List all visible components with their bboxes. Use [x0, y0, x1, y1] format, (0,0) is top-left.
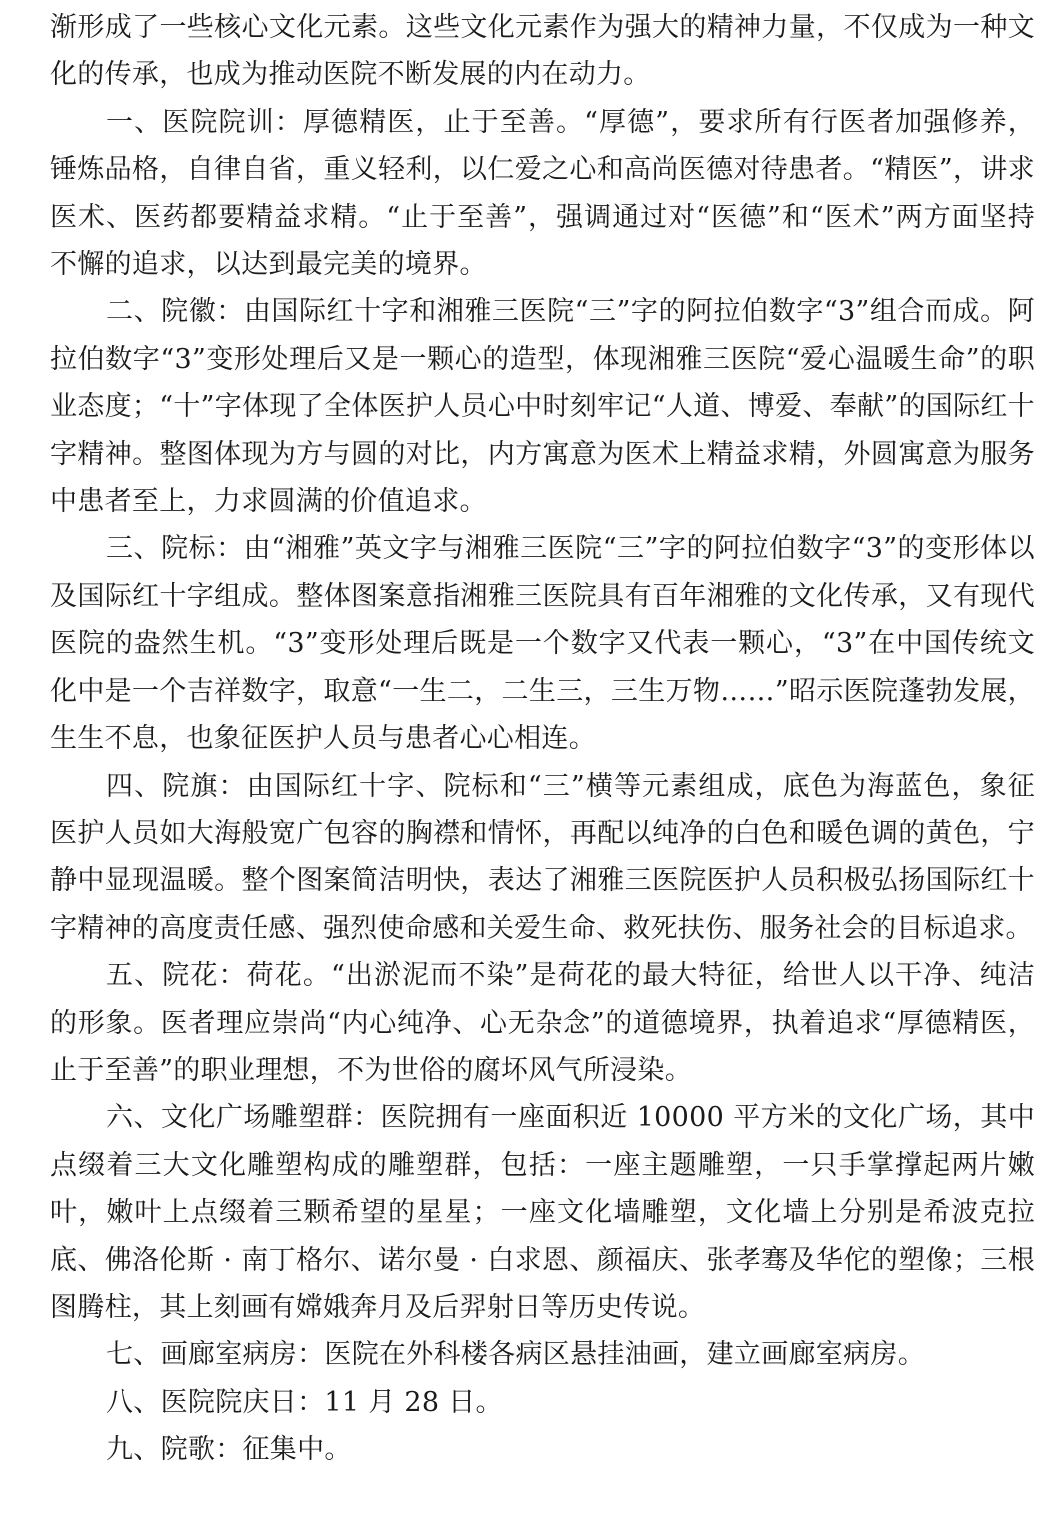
paragraph-hospital-logo: 三、院标：由“湘雅”英文字与湘雅三医院“三”字的阿拉伯数字“3”的变形体以及国际红十字组成。整体图案意指湘雅三医院具有百年湘雅的文化传承，又有现代医院的盎然生机。“3”变形处理后既是一个数字又代表一颗心，“3”在中国传统文化中是一个吉祥数字，取意“一生二，二生三，三生万物……”昭示医院蓬勃发展，生生不息，也象征医护人员与患者心心相连。 — [50, 533, 1035, 755]
paragraph-sculpture-group: 六、文化广场雕塑群：医院拥有一座面积近 10000 平方米的文化广场，其中点缀着三大文化雕塑构成的雕塑群，包括：一座主题雕塑，一只手掌撑起两片嫩叶，嫩叶上点缀着三颗希望的星星；一座文化墙雕塑，文化墙上分别是希波克拉底、佛洛伦斯 · 南丁格尔、诺尔曼 · 白求恩、颜福庆、张孝骞及华佗的塑像；三根图腾柱，其上刻画有嫦娥奔月及后羿射日等历史传说。 — [50, 1102, 1035, 1323]
paragraph-hospital-flag: 四、院旗：由国际红十字、院标和“三”横等元素组成，底色为海蓝色，象征医护人员如大海般宽广包容的胸襟和情怀，再配以纯净的白色和暖色调的黄色，宁静中显现温暖。整个图案简洁明快，表达了湘雅三医院医护人员积极弘扬国际红十字精神的高度责任感、强烈使命感和关爱生命、救死扶伤、服务社会的目标追求。 — [50, 770, 1035, 944]
paragraph-gallery-ward: 七、画廊室病房：医院在外科楼各病区悬挂油画，建立画廊室病房。 — [106, 1339, 925, 1371]
paragraph-intro-continuation: 渐形成了一些核心文化元素。这些文化元素作为强大的精神力量，不仅成为一种文化的传承，也成为推动医院不断发展的内在动力。 — [50, 12, 1035, 91]
paragraph-hospital-motto: 一、医院院训：厚德精医，止于至善。“厚德”，要求所有行医者加强修养，锤炼品格，自律自省，重义轻利，以仁爱之心和高尚医德对待患者。“精医”，讲求医术、医药都要精益求精。“止于至善”，强调通过对“医德”和“医术”两方面坚持不懈的追求，以达到最完美的境界。 — [50, 106, 1035, 281]
paragraph-hospital-song: 九、院歌：征集中。 — [106, 1434, 352, 1466]
paragraph-hospital-flower: 五、院花：荷花。“出淤泥而不染”是荷花的最大特征，给世人以干净、纯洁的形象。医者理应崇尚“内心纯净、心无杂念”的道德境界，执着追求“厚德精医，止于至善”的职业理想，不为世俗的腐坏风气所浸染。 — [50, 960, 1035, 1086]
paragraph-anniversary-day: 八、医院院庆日：11 月 28 日。 — [106, 1386, 503, 1418]
document-page — [50, 4, 1035, 1474]
paragraph-hospital-emblem: 二、院徽：由国际红十字和湘雅三医院“三”字的阿拉伯数字“3”组合而成。阿拉伯数字“3”变形处理后又是一颗心的造型，体现湘雅三医院“爱心温暖生命”的职业态度；“十”字体现了全体医护人员心中时刻牢记“人道、博爱、奉献”的国际红十字精神。整图体现为方与圆的对比，内方寓意为医术上精益求精，外圆寓意为服务中患者至上，力求圆满的价值追求。 — [50, 296, 1035, 518]
